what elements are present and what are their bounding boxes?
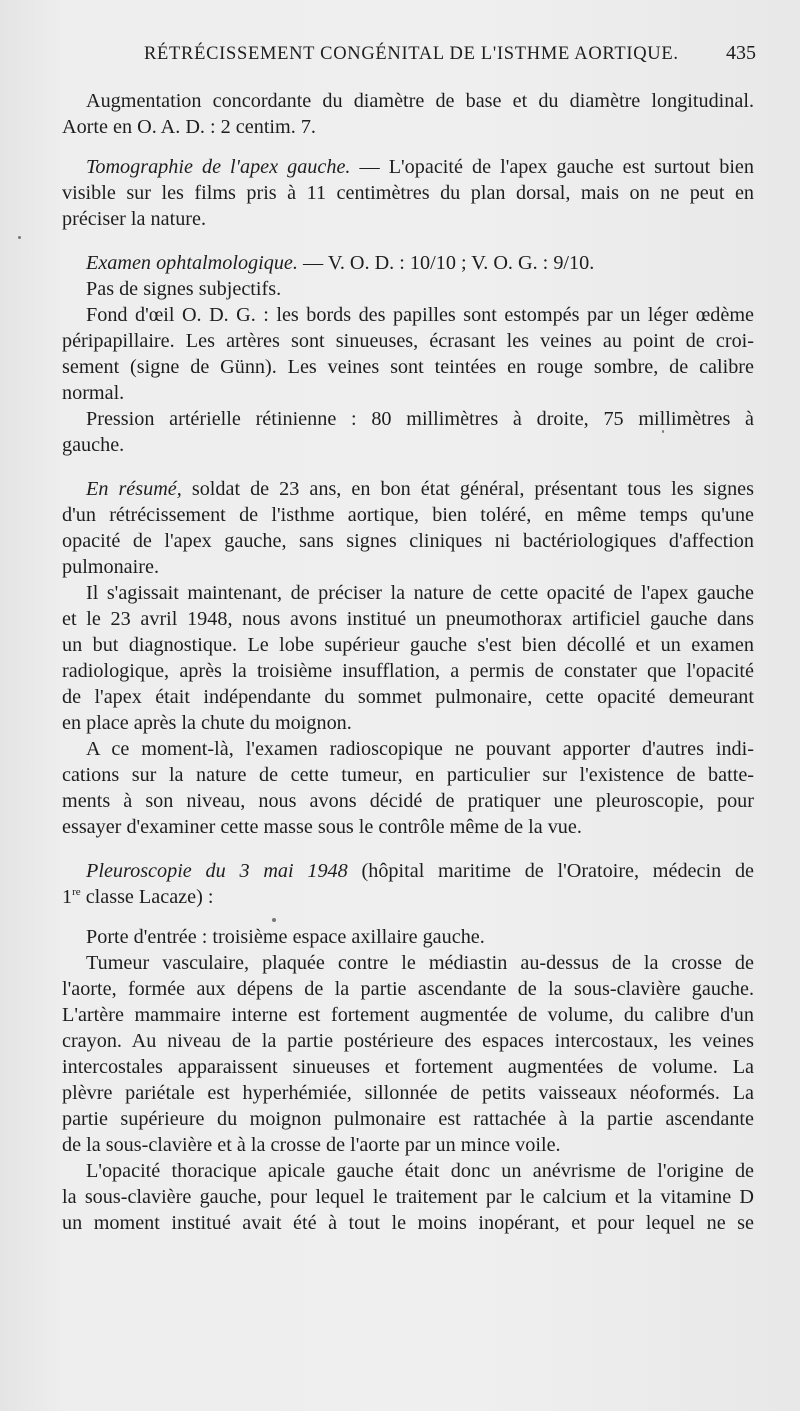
text-line: la sous-clavière gauche, pour lequel le traitement par le calcium et la vitamine D: [62, 1186, 754, 1208]
text-line: normal.: [62, 382, 125, 404]
text-line: Tumeur vasculaire, plaquée contre le médiastin au-dessus de la crosse de: [86, 952, 754, 974]
text-line: et le 23 avril 1948, nous avons institué un pneumothorax artificiel gauche dans: [62, 608, 754, 630]
text-line: péripapillaire. Les artères sont sinueuses, écrasant les veines au point de croi-: [62, 330, 754, 352]
text-line: Augmentation concordante du diamètre de base et du diamètre longitudinal.: [86, 90, 754, 112]
text-line: plèvre pariétale est hyperhémiée, sillonnée de petits vaisseaux néoformés. La: [62, 1082, 754, 1104]
text-line: un but diagnostique. Le lobe supérieur gauche s'est bien décollé et un examen: [62, 634, 754, 656]
text-line: partie supérieure du moignon pulmonaire est rattachée à la partie ascendante: [62, 1108, 754, 1130]
text-line: préciser la nature.: [62, 208, 207, 230]
section-heading-tomography: Tomographie de l'apex gauche.: [86, 156, 351, 178]
pleuroscopy-heading: Pleuroscopie du 3 mai 1948: [86, 860, 348, 882]
text-line: Fond d'œil O. D. G. : les bords des papilles sont estompés par un léger œdème: [86, 304, 754, 326]
text-line: Pleuroscopie du 3 mai 1948 (hôpital maritime de l'Oratoire, médecin de: [86, 860, 754, 882]
text-line: de l'apex était indépendante du sommet pulmonaire, cette opacité demeurant: [62, 686, 754, 708]
text-line: de la sous-clavière et à la crosse de l'aorte par un mince voile.: [62, 1134, 561, 1156]
text-line: sement (signe de Günn). Les veines sont teintées en rouge sombre, de calibre: [62, 356, 754, 378]
text-line: Tomographie de l'apex gauche. — L'opacité de l'apex gauche est surtout bien: [86, 156, 754, 178]
text-line: l'aorte, formée aux dépens de la partie ascendante de la sous-clavière gauche.: [62, 978, 754, 1000]
text-line: d'un rétrécissement de l'isthme aortique, bien toléré, en même temps qu'une: [62, 504, 754, 526]
text-line: intercostales apparaissent sinueuses et fortement augmentées de volume. La: [62, 1056, 754, 1078]
text-line: L'opacité thoracique apicale gauche était donc un anévrisme de l'origine de: [86, 1160, 754, 1182]
text-line: Pression artérielle rétinienne : 80 millimètres à droite, 75 millimètres à: [86, 408, 754, 430]
text-line: Aorte en O. A. D. : 2 centim. 7.: [62, 116, 316, 138]
page-header: [62, 40, 762, 76]
running-title: RÉTRÉCISSEMENT CONGÉNITAL DE L'ISTHME AORTIQUE.: [144, 44, 679, 64]
page-number: 435: [726, 42, 756, 64]
text-line: cations sur la nature de cette tumeur, en particulier sur l'existence de batte-: [62, 764, 754, 786]
text-line: Porte d'entrée : troisième espace axillaire gauche.: [86, 926, 485, 948]
body-text: [62, 88, 754, 1236]
text-line: 1re classe Lacaze) :: [62, 886, 214, 908]
text-line: essayer d'examiner cette masse sous le contrôle même de la vue.: [62, 816, 582, 838]
text-line: Pas de signes subjectifs.: [86, 278, 282, 300]
text-line: pulmonaire.: [62, 556, 159, 578]
text-line: visible sur les films pris à 11 centimètres du plan dorsal, mais on ne peut en: [62, 182, 754, 204]
summary-heading: En résumé,: [86, 478, 182, 500]
text-line: ments à son niveau, nous avons décidé de pratiquer une pleuroscopie, pour: [62, 790, 754, 812]
text-line: un moment institué avait été à tout le moins inopérant, et pour lequel ne se: [62, 1212, 754, 1234]
text-line: A ce moment-là, l'examen radioscopique ne pouvant apporter d'autres indi-: [86, 738, 754, 760]
text-line: opacité de l'apex gauche, sans signes cliniques ni bactériologiques d'affection: [62, 530, 754, 552]
text-line: Examen ophtalmologique. — V. O. D. : 10/10 ; V. O. G. : 9/10.: [86, 252, 595, 274]
scan-speck: [18, 236, 21, 239]
text-line: en place après la chute du moignon.: [62, 712, 352, 734]
text-line: En résumé, soldat de 23 ans, en bon état général, présentant tous les signes: [86, 478, 754, 500]
text-line: L'artère mammaire interne est fortement augmentée de volume, du calibre d'un: [62, 1004, 754, 1026]
text-line: crayon. Au niveau de la partie postérieure des espaces intercostaux, les veines: [62, 1030, 754, 1052]
text-line: gauche.: [62, 434, 125, 456]
section-heading-ophthalmology: Examen ophtalmologique.: [86, 252, 298, 274]
text-line: Il s'agissait maintenant, de préciser la nature de cette opacité de l'apex gauche: [86, 582, 754, 604]
text-line: radiologique, après la troisième insufflation, a permis de constater que l'opacité: [62, 660, 754, 682]
scan-speck: [662, 430, 664, 433]
scan-speck: [272, 918, 276, 922]
